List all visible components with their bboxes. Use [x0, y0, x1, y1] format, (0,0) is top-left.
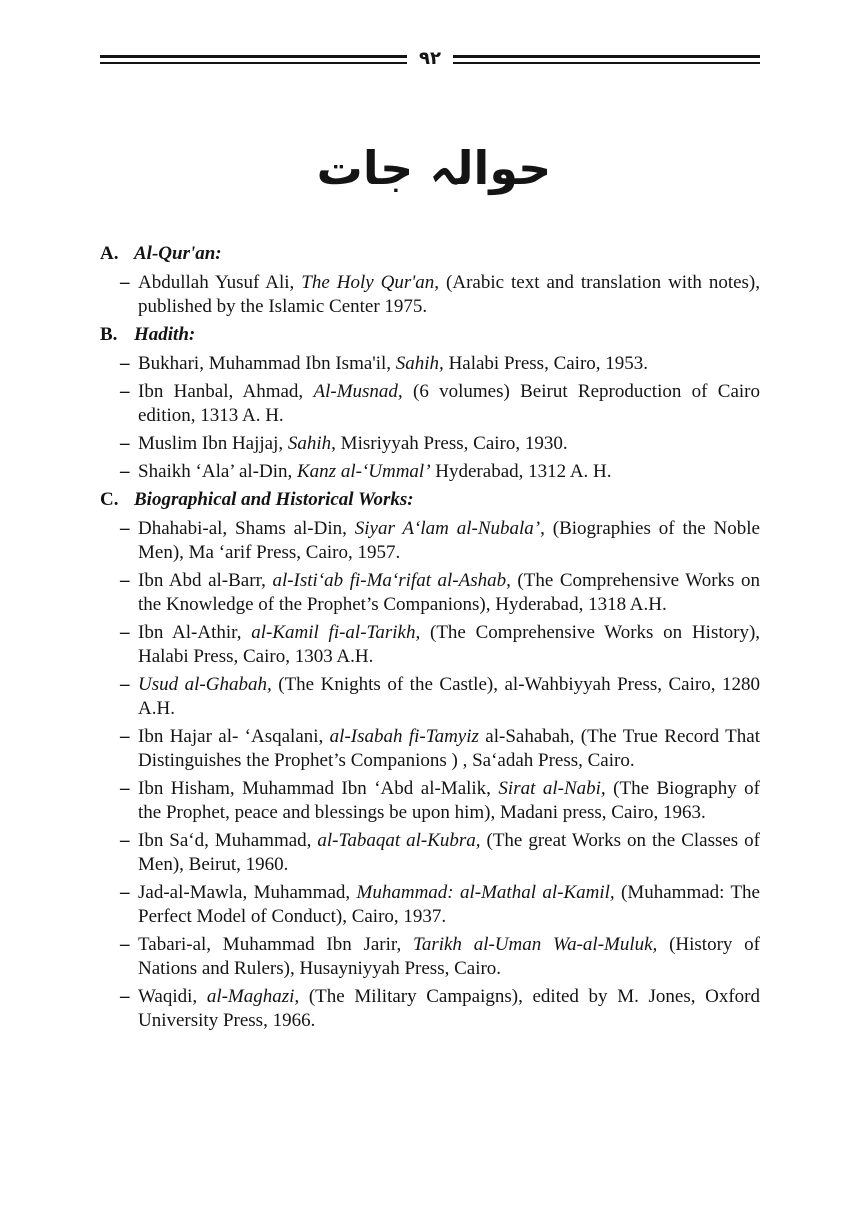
- entry-author: Waqidi,: [138, 986, 207, 1007]
- page-number: ۹۲: [419, 48, 441, 69]
- bullet-dash: –: [120, 353, 130, 374]
- entry-work-title: al-Isti‘ab fi-Ma‘rifat al-Ashab,: [272, 570, 511, 591]
- entry-work-title: al-Isabah fi-Tamyiz: [329, 726, 479, 747]
- entry-details: al-Sahabah, (The True Record That Distinguishes the Prophet’s Companions ) , Sa‘adah Press, Cairo.: [138, 726, 760, 771]
- reference-entry: [100, 271, 760, 319]
- entry-work-title: The Holy Qur'an,: [301, 272, 440, 293]
- entry-author: Ibn Hanbal, Ahmad,: [138, 381, 314, 402]
- reference-entry: [100, 352, 760, 376]
- bullet-dash: –: [120, 622, 130, 643]
- page-title: حوالہ جات: [316, 141, 552, 195]
- entry-work-title: Usud al-Ghabah,: [138, 674, 272, 695]
- reference-entry: [100, 517, 760, 565]
- section-title: Al-Qur'an:: [134, 243, 222, 264]
- entry-details: (The Comprehensive Works on History), Halabi Press, Cairo, 1303 A.H.: [138, 622, 761, 667]
- reference-entry: [100, 673, 760, 721]
- section-heading: [100, 242, 760, 266]
- entry-details: (The Military Campaigns), edited by M. Jones, Oxford University Press, 1966.: [138, 986, 760, 1031]
- reference-entry: [100, 460, 760, 484]
- bullet-dash: –: [120, 934, 130, 955]
- section-title: Biographical and Historical Works:: [134, 489, 414, 510]
- section-heading: [100, 323, 760, 347]
- entry-author: Ibn Hisham, Muhammad Ibn ‘Abd al-Malik,: [138, 778, 499, 799]
- section-letter: C.: [100, 489, 119, 510]
- bullet-dash: –: [120, 726, 130, 747]
- entry-details: (The great Works on the Classes of Men), Beirut, 1960.: [138, 830, 760, 875]
- reference-entry: [100, 985, 760, 1033]
- entry-author: Bukhari, Muhammad Ibn Isma'il,: [138, 353, 396, 374]
- header-rule-left: [100, 55, 407, 64]
- bullet-dash: –: [120, 778, 130, 799]
- entry-details: Halabi Press, Cairo, 1953.: [443, 353, 649, 374]
- entry-work-title: Sahih,: [287, 433, 336, 454]
- reference-entry: [100, 725, 760, 773]
- entry-author: Ibn Hajar al- ‘Asqalani,: [138, 726, 330, 747]
- header-rule-right: [453, 55, 760, 64]
- entry-details: (Arabic text and translation with notes), published by the Islamic Center 1975.: [138, 272, 761, 317]
- entry-work-title: Sahih,: [395, 353, 444, 374]
- bullet-dash: –: [120, 570, 130, 591]
- bullet-dash: –: [120, 674, 130, 695]
- entry-author: Tabari-al, Muhammad Ibn Jarir,: [138, 934, 413, 955]
- reference-entry: [100, 881, 760, 929]
- reference-entry: [100, 432, 760, 456]
- entry-author: Ibn Sa‘d, Muhammad,: [138, 830, 318, 851]
- entry-work-title: Kanz al-‘Ummal’: [297, 461, 431, 482]
- entry-details: Hyderabad, 1312 A. H.: [430, 461, 612, 482]
- reference-entry: [100, 569, 760, 617]
- entry-details: Misriyyah Press, Cairo, 1930.: [335, 433, 568, 454]
- entry-work-title: Tarikh al-Uman Wa-al-Muluk,: [413, 934, 658, 955]
- entry-work-title: al-Tabaqat al-Kubra,: [317, 830, 481, 851]
- entry-author: Jad-al-Mawla, Muhammad,: [138, 882, 357, 903]
- entry-work-title: Al-Musnad,: [313, 381, 403, 402]
- bullet-dash: –: [120, 518, 130, 539]
- reference-entry: [100, 829, 760, 877]
- bullet-dash: –: [120, 986, 130, 1007]
- entry-author: Shaikh ‘Ala’ al-Din,: [138, 461, 297, 482]
- reference-entry: [100, 933, 760, 981]
- entry-details: (The Knights of the Castle), al-Wahbiyyah Press, Cairo, 1280 A.H.: [138, 674, 760, 719]
- entry-details: (The Comprehensive Works on the Knowledge of the Prophet’s Companions), Hyderabad, 1318 A.H.: [138, 570, 760, 615]
- bullet-dash: –: [120, 272, 130, 293]
- entry-author: Abdullah Yusuf Ali,: [138, 272, 302, 293]
- entry-work-title: al-Kamil fi-al-Tarikh,: [251, 622, 421, 643]
- entry-details: (Muhammad: The Perfect Model of Conduct), Cairo, 1937.: [138, 882, 760, 927]
- reference-entry: [100, 621, 760, 669]
- entry-details: (6 volumes) Beirut Reproduction of Cairo edition, 1313 A. H.: [138, 381, 761, 426]
- entry-details: (History of Nations and Rulers), Husayniyyah Press, Cairo.: [138, 934, 760, 979]
- section-heading: [100, 488, 760, 512]
- bullet-dash: –: [120, 830, 130, 851]
- entry-author: Dhahabi-al, Shams al-Din,: [138, 518, 355, 539]
- entry-details: (The Biography of the Prophet, peace and blessings be upon him), Madani press, Cairo, 1963.: [138, 778, 761, 823]
- entry-work-title: Siyar A‘lam al-Nubala’,: [354, 518, 545, 539]
- reference-entry: [100, 777, 760, 825]
- entry-work-title: al-Maghazi,: [206, 986, 300, 1007]
- entry-author: Muslim Ibn Hajjaj,: [138, 433, 288, 454]
- entry-author: Ibn Al-Athir,: [138, 622, 252, 643]
- reference-list: [100, 242, 760, 1037]
- section-title: Hadith:: [134, 324, 196, 345]
- entry-author: Ibn Abd al-Barr,: [138, 570, 273, 591]
- bullet-dash: –: [120, 882, 130, 903]
- bullet-dash: –: [120, 381, 130, 402]
- reference-entry: [100, 380, 760, 428]
- entry-work-title: Muhammad: al-Mathal al-Kamil,: [356, 882, 615, 903]
- bullet-dash: –: [120, 433, 130, 454]
- page-header: [100, 46, 760, 72]
- entry-details: (Biographies of the Noble Men), Ma ‘arif Press, Cairo, 1957.: [138, 518, 760, 563]
- section-letter: A.: [100, 243, 119, 264]
- bullet-dash: –: [120, 461, 130, 482]
- section-letter: B.: [100, 324, 118, 345]
- entry-work-title: Sirat al-Nabi,: [498, 778, 606, 799]
